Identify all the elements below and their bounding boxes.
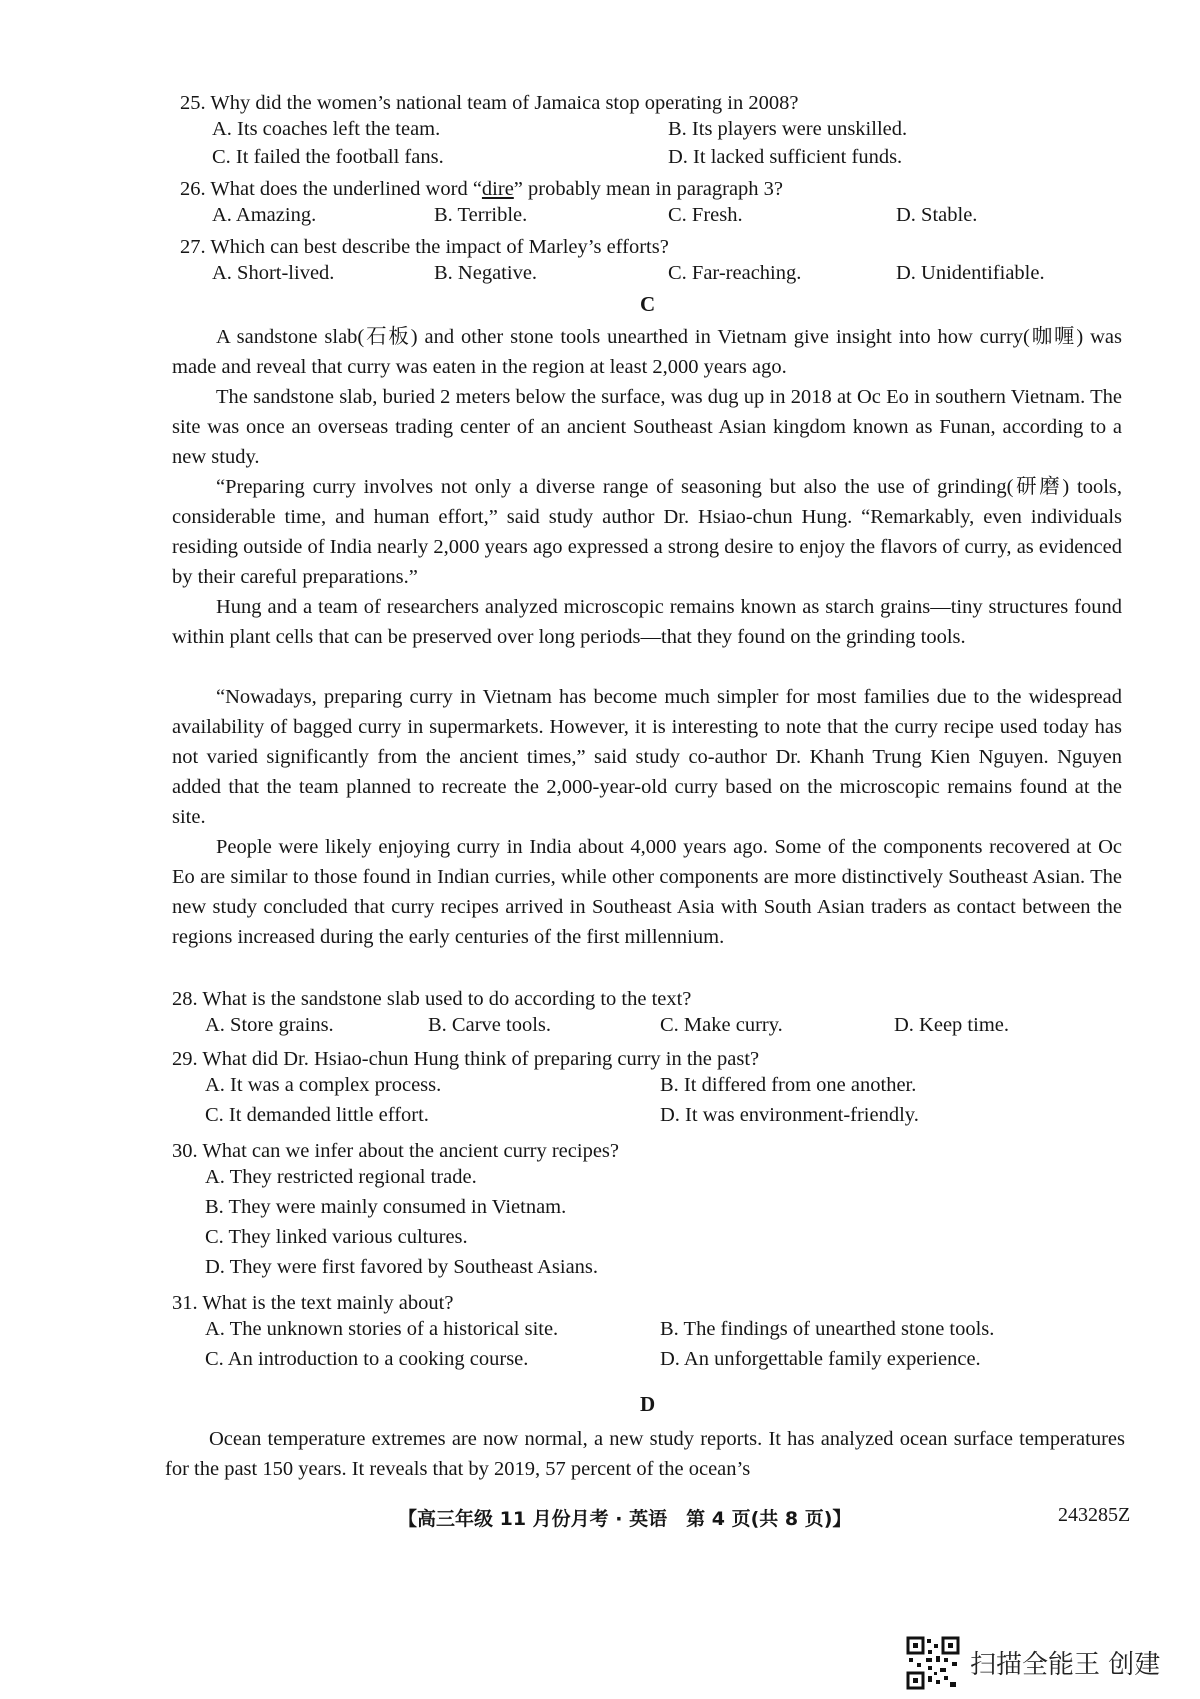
option-28d: D. Keep time. — [894, 1014, 1009, 1036]
option-29b: B. It differed from one another. — [660, 1074, 917, 1096]
question-26-suffix: ” probably mean in paragraph 3? — [513, 178, 784, 200]
option-27d: D. Unidentifiable. — [896, 262, 1045, 284]
option-26c: C. Fresh. — [668, 204, 743, 226]
question-29: 29. What did Dr. Hsiao-chun Hung think of preparing curry in the past? — [172, 1048, 760, 1070]
option-31a: A. The unknown stories of a historical site. — [205, 1318, 559, 1340]
option-27c: C. Far-reaching. — [668, 262, 802, 284]
question-28: 28. What is the sandstone slab used to do according to the text? — [172, 988, 692, 1010]
option-25b: B. Its players were unskilled. — [668, 118, 908, 140]
option-31d: D. An unforgettable family experience. — [660, 1348, 981, 1370]
option-29a: A. It was a complex process. — [205, 1074, 442, 1096]
option-30d: D. They were first favored by Southeast Asians. — [205, 1256, 599, 1278]
footer-title: 【高三年级 11 月份月考 · 英语 第 4 页(共 8 页)】 — [398, 1508, 852, 1530]
passage-c-paragraph-6: People were likely enjoying curry in India about 4,000 years ago. Some of the components recovered at Oc Eo are similar to those found in Indian curries, while other components are more distinctively Southeast Asian. The new study concluded that curry recipes arrived in Southeast Asia with South Asian traders as contact between the regions increased during the early centuries of the first millennium. — [172, 836, 1122, 948]
qr-code-icon — [906, 1636, 960, 1690]
option-26b: B. Terrible. — [434, 204, 528, 226]
passage-c-paragraph-3: “Preparing curry involves not only a diverse range of seasoning but also the use of grinding(研磨) tools, considerable time, and human effort,” said study author Dr. Hsiao-chun Hung. “Remarkably, even individuals residing outside of India nearly 2,000 years ago expressed a strong desire to enjoy the flavors of curry, as evidenced by their careful preparations.” — [172, 476, 1122, 588]
footer-code: 243285Z — [1058, 1504, 1131, 1526]
passage-c-paragraph-1: A sandstone slab(石板) and other stone tools unearthed in Vietnam give insight into how curry(咖喱) was made and reveal that curry was eaten in the region at least 2,000 years ago. — [172, 326, 1122, 378]
option-25c: C. It failed the football fans. — [212, 146, 444, 168]
passage-c-paragraph-5: “Nowadays, preparing curry in Vietnam has become much simpler for most families due to the widespread availability of bagged curry in supermarkets. However, it is interesting to note that the curry recipe used today has not varied significantly from the ancient times,” said study co-author Dr. Khanh Trung Kien Nguyen. Nguyen added that the team planned to recreate the 2,000-year-old curry based on the microscopic remains found at the site. — [172, 686, 1122, 828]
option-30b: B. They were mainly consumed in Vietnam. — [205, 1196, 567, 1218]
option-30c: C. They linked various cultures. — [205, 1226, 468, 1248]
option-25d: D. It lacked sufficient funds. — [668, 146, 903, 168]
passage-c-paragraph-2: The sandstone slab, buried 2 meters below the surface, was dug up in 2018 at Oc Eo in southern Vietnam. The site was once an overseas trading center of an ancient Southeast Asian kingdom known as Funan, according to a new study. — [172, 386, 1122, 468]
option-27b: B. Negative. — [434, 262, 538, 284]
option-28a: A. Store grains. — [205, 1014, 334, 1036]
option-28b: B. Carve tools. — [428, 1014, 551, 1036]
option-27a: A. Short-lived. — [212, 262, 335, 284]
option-29d: D. It was environment-friendly. — [660, 1104, 919, 1126]
passage-c-paragraph-4: Hung and a team of researchers analyzed microscopic remains known as starch grains—tiny structures found within plant cells that can be preserved over long periods—that they found on the grinding tools. — [172, 596, 1122, 648]
option-26a: A. Amazing. — [212, 204, 317, 226]
option-25a: A. Its coaches left the team. — [212, 118, 441, 140]
section-d-label: D — [640, 1392, 656, 1416]
section-c-label: C — [640, 292, 656, 316]
passage-d-paragraph-1: Ocean temperature extremes are now normal, a new study reports. It has analyzed ocean surface temperatures for the past 150 years. It reveals that by 2019, 57 percent of the ocean’s — [165, 1428, 1125, 1480]
question-30: 30. What can we infer about the ancient curry recipes? — [172, 1140, 619, 1162]
question-31: 31. What is the text mainly about? — [172, 1292, 454, 1314]
question-27: 27. Which can best describe the impact of Marley’s efforts? — [180, 236, 669, 258]
option-31b: B. The findings of unearthed stone tools. — [660, 1318, 995, 1340]
option-26d: D. Stable. — [896, 204, 978, 226]
question-26 — [180, 174, 1100, 204]
question-25: 25. Why did the women’s national team of Jamaica stop operating in 2008? — [180, 92, 799, 114]
watermark-text: 扫描全能王 创建 — [970, 1650, 1161, 1680]
question-26-prefix: 26. What does the underlined word “ — [180, 178, 482, 200]
option-29c: C. It demanded little effort. — [205, 1104, 429, 1126]
option-28c: C. Make curry. — [660, 1014, 783, 1036]
underlined-word: dire — [481, 178, 514, 200]
option-30a: A. They restricted regional trade. — [205, 1166, 477, 1188]
option-31c: C. An introduction to a cooking course. — [205, 1348, 529, 1370]
